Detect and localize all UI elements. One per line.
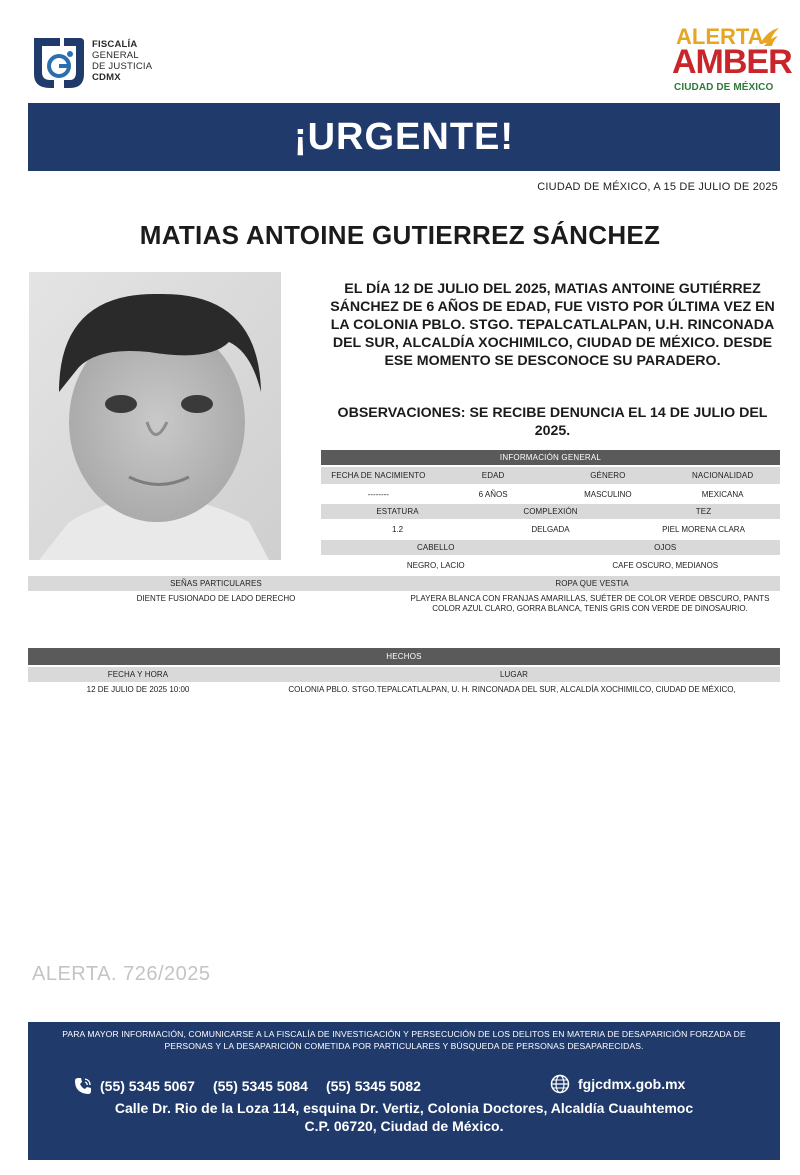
alert-number: ALERTA. 726/2025 [32,963,211,985]
address-line-1: Calle Dr. Rio de la Loza 114, esquina Dr. Vertiz, Colonia Doctores, Alcaldía Cuauhtemoc [114,1100,694,1116]
phone-number-2[interactable]: (55) 5345 5084 [212,1078,308,1094]
info-row2-values [321,521,780,538]
info-row3-values [321,557,780,574]
value-edad: 6 AÑOS [478,489,508,499]
dateline: CIUDAD DE MÉXICO, A 15 DE JULIO DE 2025 [537,181,778,193]
header-senas-particulares: SEÑAS PARTICULARES [170,579,262,588]
value-estatura: 1.2 [391,525,404,534]
header-ojos: OJOS [654,543,677,552]
missing-person-photo [29,272,281,560]
amber-alerta-text: ALERTA [676,24,764,49]
value-ropa: PLAYERA BLANCA CON FRANJAS AMARILLAS, SUÉTER DE COLOR VERDE OBSCURO, PANTS COLOR AZUL CLARO, GORRA BLANCA, TENIS GRIS CON VERDE DE DINOSAURIO. [410,594,770,613]
globe-icon [550,1074,570,1094]
website [550,1074,685,1094]
phone-icon [74,1077,92,1095]
fgj-emblem-icon [30,30,86,92]
amber-amber-text: AMBER [672,43,792,81]
header-lugar: LUGAR [499,670,529,679]
value-genero: MASCULINO [584,489,632,499]
info-row1-values [321,486,780,502]
header-estatura: ESTATURA [376,507,419,516]
header-cabello: CABELLO [416,543,455,552]
phone-number-1[interactable]: (55) 5345 5067 [100,1078,195,1094]
header-fecha-hora: FECHA Y HORA [107,670,169,679]
fgj-wordmark [92,39,152,83]
portrait-image [29,272,281,560]
value-fecha-hora: 12 DE JULIO DE 2025 10:00 [86,685,190,694]
fgj-line-2: GENERAL [92,50,139,61]
incident-description: EL DÍA 12 DE JULIO DEL 2025, MATIAS ANTOINE GUTIÉRREZ SÁNCHEZ DE 6 AÑOS DE EDAD, FUE VISTO POR ÚLTIMA VEZ EN LA COLONIA PBLO. STGO. TEPALCATLALPAN, U.H. RINCONADA DEL SUR, ALCALDÍA XOCHIMILCO, CIUDAD DE MÉXICO. DESDE ESE MOMENTO SE DESCONOCE SU PARADERO. [330,281,775,369]
fgj-cdmx-logo [30,30,180,92]
contact-footer [28,1022,780,1160]
banner-title: ¡URGENTE! [293,115,515,158]
header-nacionalidad: NACIONALIDAD [692,471,754,480]
info-row3-headers [321,540,780,555]
header-ropa: ROPA QUE VESTIA [555,579,629,588]
header-edad: EDAD [481,471,505,480]
header-complexion: COMPLEXIÓN [523,507,578,516]
website-link[interactable]: fgjcdmx.gob.mx [578,1076,686,1092]
observations: OBSERVACIONES: SE RECIBE DENUNCIA EL 14 DE JULIO DEL 2025. [337,405,768,439]
missing-person-name: MATIAS ANTOINE GUTIERREZ SÁNCHEZ [139,220,661,250]
value-complexion: DELGADA [531,525,570,534]
header-tez: TEZ [695,507,712,516]
fgj-line-1: FISCALÍA [92,39,138,50]
urgent-banner [28,103,780,171]
value-nacionalidad: MEXICANA [701,489,744,499]
hechos-header: HECHOS [28,648,780,665]
header-genero: GÉNERO [590,471,626,480]
value-senas-particulares: DIENTE FUSIONADO DE LADO DERECHO [136,594,296,603]
fgj-line-4: CDMX [92,72,121,83]
alerta-amber-logo [672,24,792,100]
address [28,1099,780,1135]
phone-list [74,1077,439,1095]
fgj-line-3: DE JUSTICIA [92,61,153,72]
address-line-2: C.P. 06720, Ciudad de México. [304,1118,504,1134]
value-ojos: CAFE OSCURO, MEDIANOS [612,561,719,570]
info-row1-headers [321,467,780,484]
header-fecha-nacimiento: FECHA DE NACIMIENTO [331,471,426,480]
value-cabello: NEGRO, LACIO [406,561,465,570]
hechos-subheaders [28,667,780,682]
footer-info-text: PARA MAYOR INFORMACIÓN, COMUNICARSE A LA FISCALÍA DE INVESTIGACIÓN Y PERSECUCIÓN DE LOS DELITOS EN MATERIA DE DESAPARICIÓN FORZADA DE PERSONAS Y LA DESAPARICIÓN COMETIDA POR PARTICULARES Y BÚSQUEDA DE PERSONAS DESAPARECIDAS. [62,1029,746,1051]
features-headers [28,576,780,591]
value-lugar: COLONIA PBLO. STGO.TEPALCATLALPAN, U. H. RINCONADA DEL SUR, ALCALDÍA XOCHIMILCO, CIUDAD DE MÉXICO, [288,685,736,694]
phone-number-3[interactable]: (55) 5345 5082 [325,1078,421,1094]
value-fecha-nacimiento: -------- [367,489,390,499]
info-row2-headers [321,504,780,519]
info-general-header: INFORMACIÓN GENERAL [321,450,780,465]
value-tez: PIEL MORENA CLARA [662,525,745,534]
amber-cdmx-text: CIUDAD DE MÉXICO [674,82,774,93]
